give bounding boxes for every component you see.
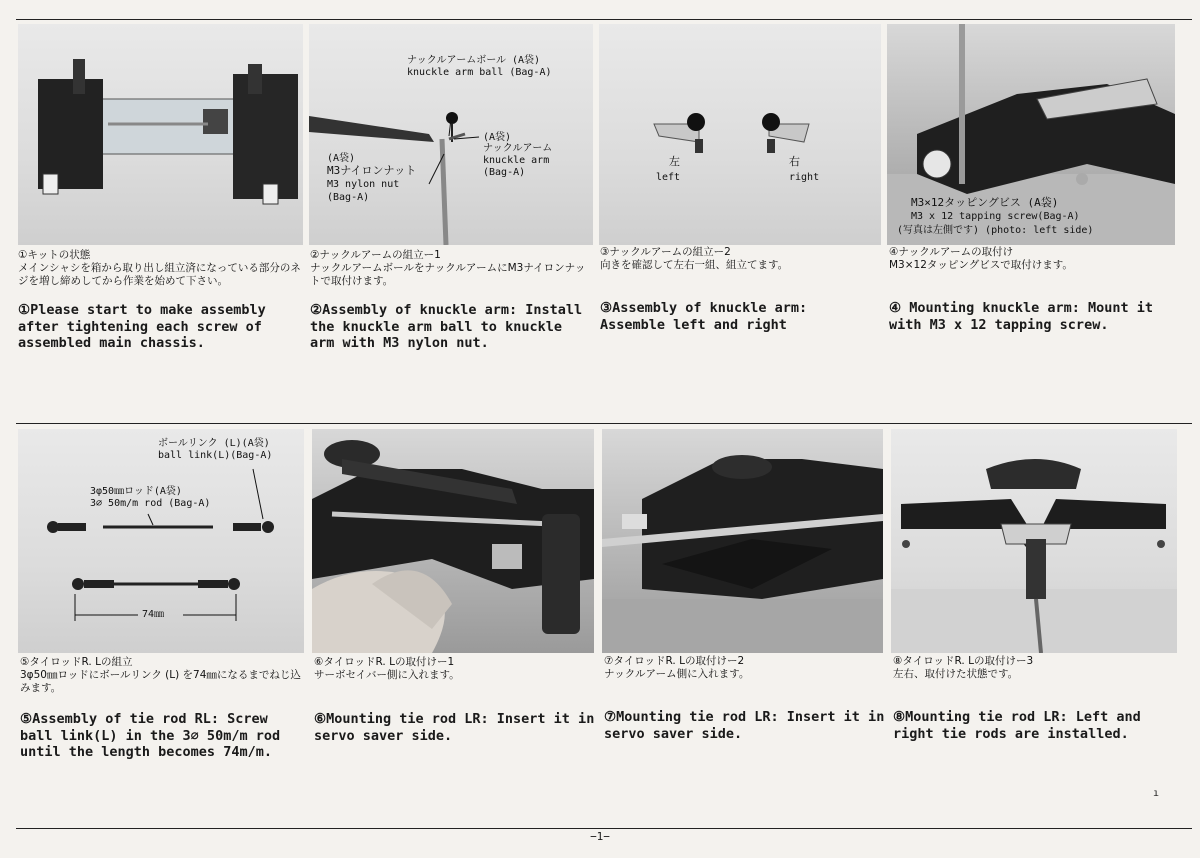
step-8-jp-title: ⑧タイロッドR. Lの取付けー3 — [893, 655, 1034, 667]
step-8-jp-desc: 左右、取付けた状態です。 — [893, 668, 1019, 680]
step-5-jp-caption — [20, 656, 305, 695]
label-ball-en: knuckle arm ball (Bag-A) — [407, 67, 552, 78]
step-3-jp-title: ③ナックルアームの組立ー2 — [600, 246, 731, 258]
page-number: −1− — [590, 830, 610, 843]
step-4-jp-desc: M3×12タッピングビスで取付けます。 — [889, 259, 1073, 271]
bottom-rule — [16, 828, 1192, 829]
label-left-en: left — [656, 172, 681, 183]
step-5-jp-title: ⑤タイロッドR. Lの組立 — [20, 656, 133, 668]
step-2-jp-desc: ナックルアームボールをナックルアームにM3ナイロンナットで取付けます。 — [310, 262, 586, 287]
label-left-jp: 左 — [669, 155, 680, 168]
label-link-jp: ボールリンク (L)(A袋) — [158, 438, 270, 449]
label-link-en: ball link(L)(Bag-A) — [158, 450, 273, 461]
photo-step-3 — [599, 24, 881, 245]
top-rule — [16, 19, 1192, 20]
label-screw-jp: M3×12タッピングビス (A袋) — [911, 196, 1059, 209]
step-3-jp-desc: 向きを確認して左右一組、組立てます。 — [600, 259, 789, 271]
step-6-jp-caption — [314, 656, 599, 682]
step-6-en-caption: ⑥Mounting tie rod LR: Insert it in servo saver side. — [314, 711, 595, 744]
step-3-jp-caption — [600, 246, 885, 272]
step-5-en-caption: ⑤Assembly of tie rod RL: Screw ball link(L) in the 3∅ 50m/m rod until the length becomes 74m/m. — [20, 711, 281, 760]
step-1-jp-title: ①キットの状態 — [18, 249, 91, 261]
label-arm-jp: ナックルアーム — [483, 143, 553, 154]
step-4-jp-caption — [889, 246, 1174, 272]
step-4-en-caption: ④ Mounting knuckle arm: Mount it with M3 x 12 tapping screw. — [889, 300, 1154, 333]
edge-mark: ı — [1153, 788, 1160, 799]
label-arm-bag: (A袋) — [483, 132, 512, 143]
label-nut-en: M3 nylon nut — [327, 179, 400, 190]
label-nut-jp: M3ナイロンナット — [327, 164, 417, 177]
step-1-jp-caption — [18, 249, 303, 288]
label-arm-en: knuckle arm — [483, 155, 550, 166]
step-7-jp-caption — [604, 655, 889, 681]
label-screw-en: M3 x 12 tapping screw(Bag-A) — [911, 211, 1080, 222]
label-rod-jp: 3φ50㎜ロッド(A袋) — [90, 486, 182, 497]
photo-step-2 — [309, 24, 593, 245]
label-ball-jp: ナックルアームボール (A袋) — [407, 55, 541, 66]
photo-step-1 — [18, 24, 303, 245]
step-2-en-caption: ②Assembly of knuckle arm: Install the knuckle arm ball to knuckle arm with M3 nylon nut. — [310, 302, 583, 351]
step-2-jp-caption — [310, 249, 595, 288]
step-1-en-caption: ①Please start to make assembly after tightening each screw of assembled main chassis. — [18, 302, 266, 351]
photo-step-6 — [312, 429, 594, 653]
step-3-en-caption: ③Assembly of knuckle arm: Assemble left and right — [600, 300, 808, 333]
label-nut-bag: (A袋) — [327, 153, 356, 164]
step-6-jp-desc: サーボセイバー側に入れます。 — [314, 669, 460, 681]
label-length: 74㎜ — [142, 609, 165, 620]
step-6-jp-title: ⑥タイロッドR. Lの取付けー1 — [314, 656, 455, 668]
label-photo-note: (写真は左側です) (photo: left side) — [897, 225, 1094, 236]
step-1-jp-desc: メインシャシを箱から取り出し組立済になっている部分のネジを増し締めしてから作業を始めて下さい。 — [18, 262, 301, 287]
label-nut-baga: (Bag-A) — [327, 192, 370, 203]
photo-step-8 — [891, 429, 1177, 653]
step-7-jp-title: ⑦タイロッドR. Lの取付けー2 — [604, 655, 745, 667]
photo-step-5 — [18, 429, 304, 653]
middle-rule — [16, 423, 1192, 424]
step-5-jp-desc: 3φ50㎜ロッドにボールリンク (L) を74㎜になるまでねじ込みます。 — [20, 669, 301, 694]
step-2-jp-title: ②ナックルアームの組立ー1 — [310, 249, 441, 261]
photo-step-4 — [887, 24, 1175, 245]
label-right-en: right — [789, 172, 820, 183]
step-4-jp-title: ④ナックルアームの取付け — [889, 246, 1014, 258]
label-right-jp: 右 — [789, 155, 800, 168]
step-8-jp-caption — [893, 655, 1178, 681]
photo-step-7 — [602, 429, 883, 653]
label-arm-baga: (Bag-A) — [483, 167, 526, 178]
step-8-en-caption: ⑧Mounting tie rod LR: Left and right tie rods are installed. — [893, 709, 1141, 742]
step-7-jp-desc: ナックルアーム側に入れます。 — [604, 668, 750, 680]
step-7-en-caption: ⑦Mounting tie rod LR: Insert it in servo saver side. — [604, 709, 885, 742]
label-rod-en: 3∅ 50m/m rod (Bag-A) — [90, 498, 211, 509]
